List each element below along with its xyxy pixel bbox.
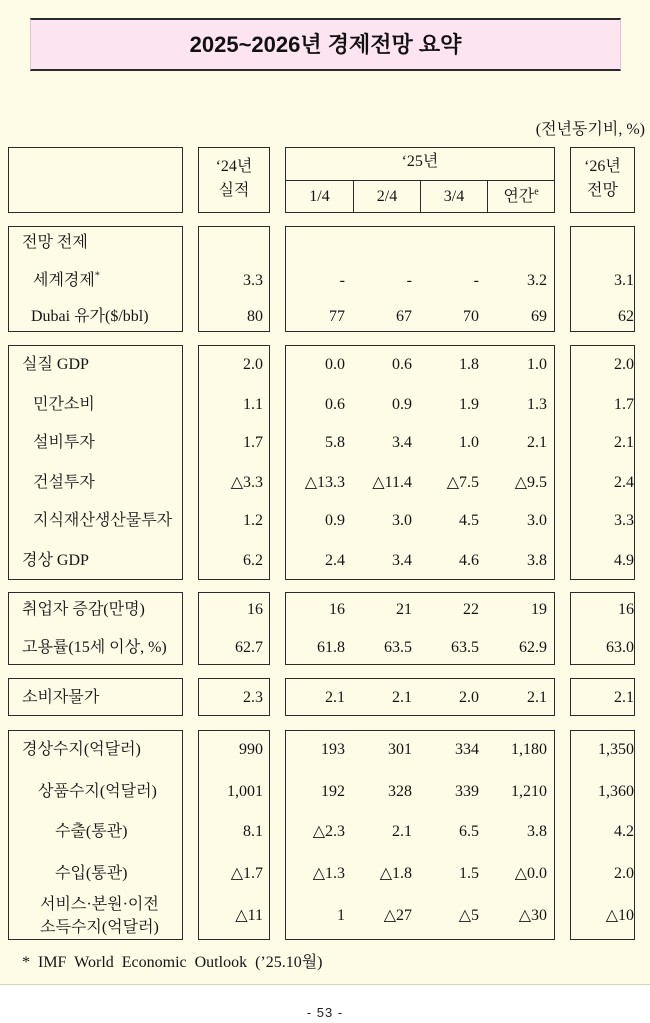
row-label-text: 지식재산생산물투자 (33, 512, 173, 529)
value-2024-actual: △11 (235, 907, 263, 924)
row-label-text: 소비자물가 (22, 689, 100, 706)
row-label (38, 780, 157, 804)
row-label (33, 269, 100, 293)
value-2025-q1: 16 (329, 601, 345, 618)
row-label (31, 305, 149, 329)
value-2024-actual: 1.1 (243, 396, 263, 413)
footnote-mark: * (94, 270, 100, 282)
value-2024-actual: 1,001 (227, 783, 263, 800)
group-2026-box (570, 345, 635, 580)
value-2026-forecast: 4.2 (614, 823, 634, 840)
value-2026-forecast: 16 (618, 601, 634, 618)
header-label-box (8, 147, 183, 213)
value-2025-annual: 3.2 (527, 272, 547, 289)
header-2025-annual-label: 연간 (503, 188, 535, 205)
group-2024-box (198, 345, 270, 580)
row-label-text: 상품수지(억달러) (38, 783, 157, 800)
value-2026-forecast: 2.0 (614, 356, 634, 373)
value-2025-q3: 1.9 (459, 396, 479, 413)
value-2025-q1: 77 (329, 308, 345, 325)
value-2025-q2: 301 (388, 741, 412, 758)
header-2025-box (285, 147, 555, 213)
row-label-text: 경상 GDP (22, 552, 89, 569)
value-2026-forecast: 3.1 (614, 272, 634, 289)
row-label-text: 민간소비 (33, 396, 95, 413)
value-2025-q1: 0.0 (325, 356, 345, 373)
table-row (0, 431, 650, 455)
table-row (0, 231, 650, 255)
value-2025-q2: 63.5 (384, 639, 412, 656)
header-2025-annual (487, 181, 554, 212)
value-2026-forecast: 62 (618, 308, 634, 325)
value-2025-q2: 3.4 (392, 552, 412, 569)
row-label-text: Dubai 유가($/bbl) (31, 308, 149, 325)
value-2025-q1: 1 (337, 907, 345, 924)
table-row (0, 738, 650, 762)
header-2026-box (570, 147, 635, 213)
value-2026-forecast: 2.4 (614, 474, 634, 491)
value-2025-annual: 1.3 (527, 396, 547, 413)
value-2025-q1: 0.9 (325, 512, 345, 529)
table-row (0, 862, 650, 886)
header-2025-q2: 2/4 (353, 181, 420, 212)
row-label-text: 수입(통관) (55, 865, 128, 882)
title-banner (30, 18, 621, 71)
value-2024-actual: 6.2 (243, 552, 263, 569)
value-2024-actual: 1.7 (243, 434, 263, 451)
value-2024-actual: 62.7 (235, 639, 263, 656)
value-2025-q3: 70 (463, 308, 479, 325)
value-2025-annual: 2.1 (527, 434, 547, 451)
value-2025-q2: 2.1 (392, 689, 412, 706)
value-2025-annual: △0.0 (514, 865, 547, 882)
header-2025-q3: 3/4 (420, 181, 487, 212)
value-2025-annual: 62.9 (519, 639, 547, 656)
estimate-mark: e (534, 186, 539, 198)
table-row (0, 686, 650, 710)
group-label-box (8, 345, 183, 580)
table-row (0, 549, 650, 573)
value-2026-forecast: △10 (605, 907, 634, 924)
table-row (0, 598, 650, 622)
row-label (33, 393, 95, 417)
row-label (40, 893, 159, 939)
row-label-text-line2: 소득수지(억달러) (40, 919, 159, 936)
value-2025-q3: 4.6 (459, 552, 479, 569)
value-2024-actual: 3.3 (243, 272, 263, 289)
row-label (22, 353, 89, 377)
row-label (22, 636, 167, 660)
value-2025-q3: △7.5 (446, 474, 479, 491)
row-label-text: 고용률(15세 이상, %) (22, 639, 167, 656)
value-2026-forecast: 1,360 (598, 783, 634, 800)
value-2025-q1: △1.3 (312, 865, 345, 882)
header-2025-subcolumns (286, 180, 554, 212)
page-number: - 53 - (306, 1005, 344, 1020)
value-2025-annual: △9.5 (514, 474, 547, 491)
table-row (0, 269, 650, 293)
value-2025-q1: 61.8 (317, 639, 345, 656)
value-2026-forecast: 1,350 (598, 741, 634, 758)
header-2026-year: ‘26년 (584, 158, 621, 175)
value-2025-annual: 1.0 (527, 356, 547, 373)
value-2025-annual: △30 (518, 907, 547, 924)
row-label-text: 경상수지(억달러) (22, 741, 141, 758)
header-2025-q1: 1/4 (309, 188, 330, 205)
value-2025-q3: 1.0 (459, 434, 479, 451)
value-2024-actual: 2.0 (243, 356, 263, 373)
row-label-text: 전망 전제 (22, 234, 88, 251)
value-2025-q1: △2.3 (312, 823, 345, 840)
row-label-text: 세계경제 (33, 272, 95, 289)
value-2025-annual: 69 (531, 308, 547, 325)
table-row (0, 636, 650, 660)
value-2024-actual: 990 (239, 741, 263, 758)
row-label (55, 862, 127, 886)
value-2026-forecast: 3.3 (614, 512, 634, 529)
group-2025-box (285, 345, 555, 580)
table-row (0, 393, 650, 417)
value-2025-q2: 21 (396, 601, 412, 618)
value-2024-actual: 1.2 (243, 512, 263, 529)
value-2025-q2: 2.1 (392, 823, 412, 840)
value-2025-q1: 2.4 (325, 552, 345, 569)
value-2025-q2: △11.4 (372, 474, 412, 491)
value-2025-q3: 2.0 (459, 689, 479, 706)
value-2026-forecast: 1.7 (614, 396, 634, 413)
row-label (22, 686, 99, 710)
row-label (22, 231, 88, 255)
table-row (0, 820, 650, 844)
footnote: * IMF World Economic Outlook (’25.10월) (22, 954, 323, 971)
value-2024-actual: 80 (247, 308, 263, 325)
value-2025-q1: 193 (321, 741, 345, 758)
value-2025-q3: 1.5 (459, 865, 479, 882)
value-2026-forecast: 2.1 (614, 434, 634, 451)
header-2025-year: ‘25년 (401, 153, 439, 170)
row-label (55, 820, 127, 844)
value-2025-q3: 334 (455, 741, 479, 758)
row-label (22, 738, 141, 762)
table-row (0, 780, 650, 804)
table-row (0, 305, 650, 329)
row-label-text: 실질 GDP (22, 356, 89, 373)
table-row (0, 509, 650, 533)
value-2024-actual: △1.7 (230, 865, 263, 882)
value-2025-q2: △27 (383, 907, 412, 924)
value-2025-q3: 22 (463, 601, 479, 618)
row-label (22, 549, 89, 573)
value-2025-q2: 3.0 (392, 512, 412, 529)
value-2025-q2: 0.6 (392, 356, 412, 373)
value-2025-q2: 0.9 (392, 396, 412, 413)
row-label (33, 431, 95, 455)
value-2025-q2: 3.4 (392, 434, 412, 451)
value-2024-actual: 16 (247, 601, 263, 618)
header-2026-type: 전망 (587, 182, 618, 199)
value-2025-q1: 192 (321, 783, 345, 800)
header-2024-type: 실적 (218, 182, 250, 199)
value-2025-q3: 6.5 (459, 823, 479, 840)
value-2025-q1: △13.3 (304, 474, 345, 491)
table-row (0, 353, 650, 377)
row-label (22, 598, 145, 622)
value-2025-q3: 339 (455, 783, 479, 800)
value-2025-annual: 3.0 (527, 512, 547, 529)
unit-note: (전년동기비, %) (535, 121, 645, 138)
table-row (0, 893, 650, 939)
value-2025-q3: △5 (458, 907, 479, 924)
table-row (0, 471, 650, 495)
value-2025-annual: 3.8 (527, 552, 547, 569)
row-label-text: 수출(통관) (55, 823, 128, 840)
value-2025-annual: 2.1 (527, 689, 547, 706)
value-2025-q3: - (473, 272, 479, 289)
row-label-text: 서비스·본원·이전 (40, 896, 159, 913)
row-label (33, 471, 95, 495)
header-2024-text (199, 155, 269, 203)
value-2025-q3: 1.8 (459, 356, 479, 373)
value-2025-q3: 4.5 (459, 512, 479, 529)
value-2025-q2: △1.8 (379, 865, 412, 882)
row-label (33, 509, 172, 533)
value-2026-forecast: 4.9 (614, 552, 634, 569)
value-2025-q2: 67 (396, 308, 412, 325)
value-2025-annual: 19 (531, 601, 547, 618)
row-label-text: 취업자 증감(만명) (22, 601, 145, 618)
row-label-text: 건설투자 (33, 474, 95, 491)
value-2024-actual: 2.3 (243, 689, 263, 706)
value-2026-forecast: 2.0 (614, 865, 634, 882)
page-title: 2025~2026년 경제전망 요약 (189, 32, 462, 57)
value-2025-q1: - (339, 272, 345, 289)
value-2024-actual: 8.1 (243, 823, 263, 840)
value-2025-q2: 328 (388, 783, 412, 800)
value-2025-annual: 1,210 (511, 783, 547, 800)
value-2024-actual: △3.3 (230, 474, 263, 491)
value-2026-forecast: 2.1 (614, 689, 634, 706)
header-2024-box (198, 147, 270, 213)
value-2026-forecast: 63.0 (606, 639, 634, 656)
value-2025-q1: 5.8 (325, 434, 345, 451)
value-2025-annual: 1,180 (511, 741, 547, 758)
value-2025-q3: 63.5 (451, 639, 479, 656)
header-2024-year: ‘24년 (215, 158, 253, 175)
value-2025-q1: 2.1 (325, 689, 345, 706)
value-2025-q2: - (406, 272, 412, 289)
row-label-text: 설비투자 (33, 434, 95, 451)
value-2025-q1: 0.6 (325, 396, 345, 413)
value-2025-annual: 3.8 (527, 823, 547, 840)
header-2026-text (571, 155, 634, 203)
